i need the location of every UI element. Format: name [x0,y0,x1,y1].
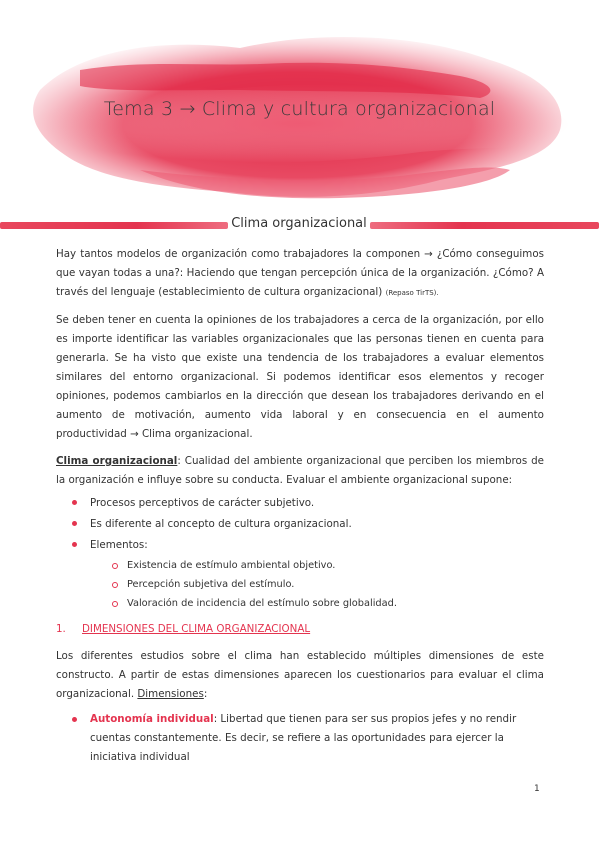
bullet-list [56,493,544,556]
bullet-circle-icon [112,601,118,607]
section-header [0,214,599,236]
sub-list-item: Existencia de estímulo ambiental objetivo. [56,556,544,575]
sub-list-item: Valoración de incidencia del estímulo sobre globalidad. [56,594,544,613]
paragraph-definition [56,452,544,490]
bullet-dot-icon [72,521,77,526]
page-number: 1 [534,784,540,794]
bullet-circle-icon [112,582,118,588]
sub-list-item: Percepción subjetiva del estímulo. [56,575,544,594]
subsection-heading [56,619,544,639]
dimension-text: : Libertad que tienen para ser sus propios jefes y no rendir cuentas constantemente. Es decir, se refiere a las oportunidades para ejercer la iniciativa individual [90,713,517,763]
list-item: Es diferente al concepto de cultura organizacional. [56,514,544,535]
dimensions-label: Dimensiones [137,688,204,700]
list-item [56,710,544,767]
list-item: Procesos perceptivos de carácter subjetivo. [56,493,544,514]
dimension-list [56,710,544,767]
bullet-dot-icon [72,717,77,722]
dimension-term: Autonomía individual [90,713,214,725]
bullet-dot-icon [72,500,77,505]
sub-bullet-list [56,556,544,613]
paragraph-dimensions-text: Los diferentes estudios sobre el clima han establecido múltiples dimensiones de este constructo. A partir de estas dimensiones aparecen los cuestionarios para evaluar el clima organizacional. [56,650,544,700]
subsection-title: DIMENSIONES DEL CLIMA ORGANIZACIONAL [82,623,311,635]
page-title: Tema 3 → Clima y cultura organizacional [103,98,496,120]
section-title: Clima organizacional [231,216,367,231]
definition-term: Clima organizacional [56,455,178,467]
paragraph-intro [56,245,544,303]
bullet-circle-icon [112,563,118,569]
section-strip-left [0,222,228,229]
subsection-number: 1. [56,623,66,635]
section-strip-right [370,222,599,229]
paragraph-opinions: Se deben tener en cuenta la opiniones de los trabajadores a cerca de la organización, por ello es importe identificar las variables organizacionales que las personas tienen en cuenta para generarla. Se ha visto que existe una tendencia de los trabajadores a evaluar elementos similares del entorno organizacional. Si podemos identificar esos elementos y recoger opiniones, podemos cambiarlos en la dirección que desean los trabajadores derivando en el aumento de motivación, aumento vida laboral y en consecuencia en el aumento productividad → Clima organizacional. [56,314,544,440]
paragraph-intro-note: (Repaso TirTS). [385,289,439,297]
list-item: Elementos: [56,535,544,556]
paragraph-intro-text: Hay tantos modelos de organización como trabajadores la componen → ¿Cómo conseguimos que vayan todas a una?: Haciendo que tengan percepción única de la organización. ¿Cómo? A través del lenguaje (establecimiento de cultura organizacional) [56,248,544,298]
document-body [56,245,544,767]
definition-text: : Cualidad del ambiente organizacional que perciben los miembros de la organización e influye sobre su conducta. Evaluar el ambiente organizacional supone: [56,455,544,486]
bullet-dot-icon [72,542,77,547]
paragraph-dimensions: Los diferentes estudios sobre el clima han establecido múltiples dimensiones de este constructo. A partir de estas dimensiones aparecen los cuestionarios para evaluar el clima organizacional. Dimensiones: [56,650,544,700]
